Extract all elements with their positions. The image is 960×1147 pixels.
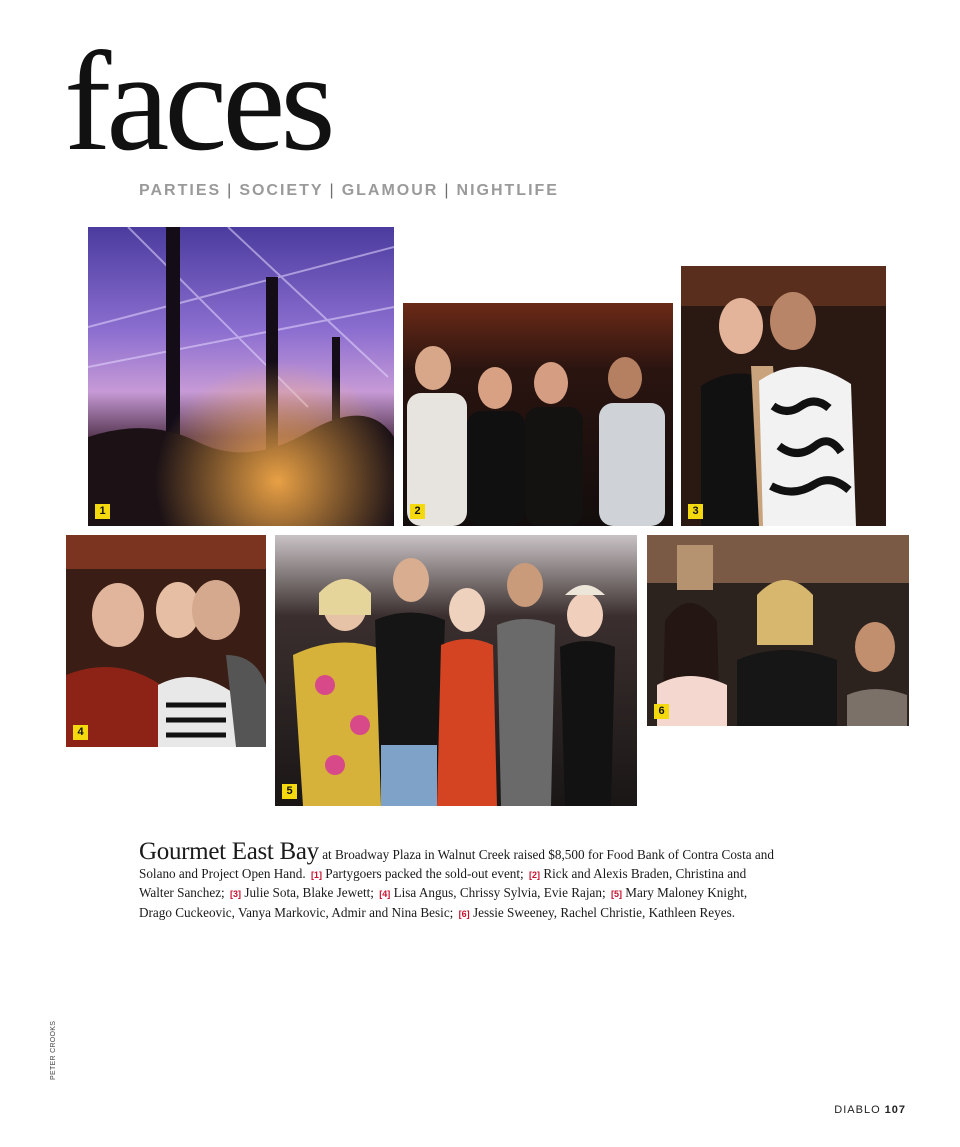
caption-ref: [3] xyxy=(230,889,242,899)
photo-2-guests xyxy=(403,303,673,526)
page-number: 107 xyxy=(884,1104,906,1116)
photo-number-badge: 4 xyxy=(73,725,88,740)
caption-ref: [1] xyxy=(310,869,322,880)
photo-caption xyxy=(139,838,779,923)
nav-separator: | xyxy=(444,182,451,199)
caption-item: Partygoers packed the sold-out event; xyxy=(325,865,524,881)
caption-intro: at Broadway Plaza in Walnut Creek raised $8,500 for Food Bank of Contra Costa and Solano and Project Open Hand. xyxy=(139,847,774,881)
masthead-title: faces xyxy=(64,22,331,180)
section-glamour: GLAMOUR xyxy=(341,182,439,199)
photo-3-guests xyxy=(681,266,886,526)
two-guests-image xyxy=(681,266,886,526)
caption-ref: [6] xyxy=(458,908,470,919)
photo-1-tent xyxy=(88,227,394,526)
nav-separator: | xyxy=(227,182,234,199)
photo-5-guests xyxy=(275,535,637,806)
photo-number-badge: 6 xyxy=(654,704,669,719)
five-guests-image xyxy=(275,535,637,806)
photo-credit: PETER CROOKS xyxy=(50,1020,57,1080)
section-nightlife: NIGHTLIFE xyxy=(456,182,559,199)
caption-ref: [5] xyxy=(610,889,622,899)
photo-number-badge: 5 xyxy=(282,784,297,799)
caption-item: Mary Maloney Knight, Drago Cuckeovic, Vanya Markovic, Admir and Nina Besic; xyxy=(139,885,748,920)
caption-ref: [2] xyxy=(529,869,541,880)
publication-name: DIABLO xyxy=(834,1104,881,1116)
caption-item: Rick and Alexis Braden, Christina and Walter Sanchez; xyxy=(139,865,747,900)
photo-number-badge: 3 xyxy=(688,504,703,519)
nav-separator: | xyxy=(329,182,336,199)
section-parties: PARTIES xyxy=(139,182,222,199)
caption-item: Lisa Angus, Chrissy Sylvia, Evie Rajan; xyxy=(393,885,606,900)
caption-ref: [4] xyxy=(379,889,391,899)
page-folio xyxy=(834,1104,906,1116)
section-society: SOCIETY xyxy=(239,182,324,199)
photo-number-badge: 2 xyxy=(410,504,425,519)
photo-number-badge: 1 xyxy=(95,504,110,519)
tent-scene-image xyxy=(88,227,394,526)
photo-6-guests xyxy=(647,535,909,726)
photo-4-guests xyxy=(66,535,266,747)
three-guests-image xyxy=(647,535,909,726)
caption-item: Jessie Sweeney, Rachel Christie, Kathleen Reyes. xyxy=(472,904,736,920)
section-nav xyxy=(139,182,559,200)
caption-item: Julie Sota, Blake Jewett; xyxy=(244,885,374,900)
three-guests-image xyxy=(66,535,266,747)
four-guests-image xyxy=(403,303,673,526)
event-name: Gourmet East Bay xyxy=(139,838,319,865)
